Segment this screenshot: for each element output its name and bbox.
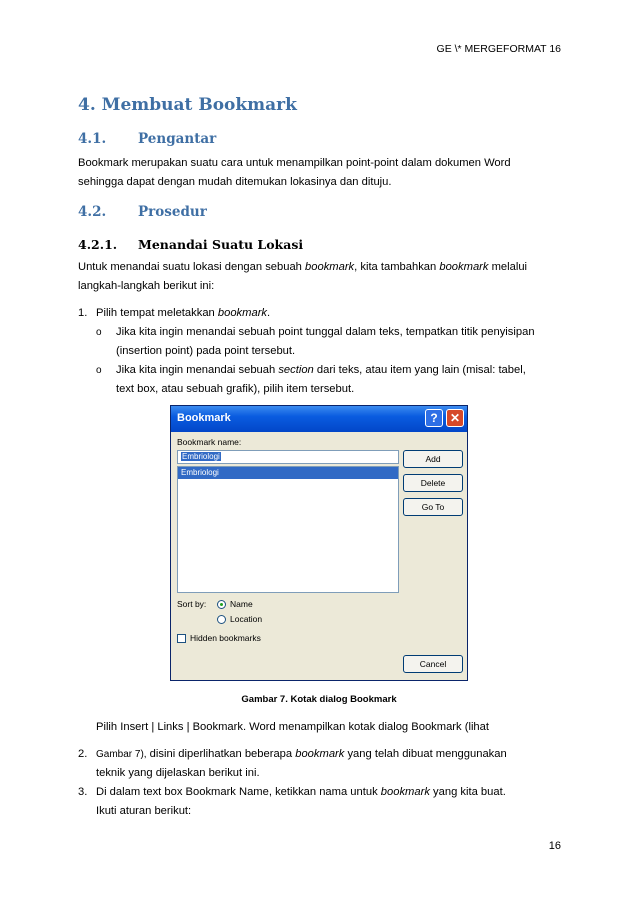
- bullet-marker: o: [96, 327, 102, 338]
- help-icon[interactable]: ?: [425, 409, 443, 427]
- figure-caption: Gambar 7. Kotak dialog Bookmark: [241, 694, 397, 705]
- heading-text: Menandai Suatu Lokasi: [138, 237, 304, 252]
- heading-text: Prosedur: [138, 204, 207, 220]
- list-item-text: [96, 783, 560, 821]
- text-run: yang kita buat.: [429, 786, 506, 798]
- sort-location-label: Location: [230, 614, 263, 624]
- text-run: yang telah dibuat menggunakan: [344, 748, 507, 760]
- heading-pengantar: [78, 131, 216, 147]
- text-run-italic: bookmark: [305, 261, 355, 273]
- heading-text: Pengantar: [138, 131, 217, 147]
- text-run-italic: bookmark: [295, 748, 345, 760]
- goto-button[interactable]: Go To: [403, 498, 463, 516]
- text-run-italic: bookmark: [439, 261, 489, 273]
- list-number: 3.: [78, 786, 88, 798]
- bullet-text: [116, 361, 560, 399]
- text-run: , kita tambahkan: [354, 261, 440, 273]
- bookmark-list[interactable]: [177, 466, 399, 593]
- text-run: dari teks, atau item yang lain (misal: tabel,: [313, 364, 526, 376]
- dialog-title: Bookmark: [177, 412, 231, 424]
- dialog-titlebar: [171, 406, 467, 432]
- text-run-italic: bookmark: [217, 307, 268, 319]
- text-run-italic: section: [278, 364, 314, 376]
- bullet-text: [116, 323, 560, 361]
- list-item-text: [96, 745, 560, 783]
- text-run: disini diperlihatkan beberapa: [146, 748, 296, 760]
- delete-button[interactable]: Delete: [403, 474, 463, 492]
- figure-reference: Gambar 7),: [96, 749, 147, 760]
- text-run: Pilih tempat meletakkan: [96, 307, 218, 319]
- close-icon[interactable]: ✕: [446, 409, 464, 427]
- paragraph-line: Bookmark merupakan suatu cara untuk menampilkan point-point dalam dokumen Word: [78, 157, 511, 169]
- text-run-italic: bookmark: [380, 786, 430, 798]
- bullet-marker: o: [96, 365, 102, 376]
- sort-by-label: Sort by:: [177, 599, 207, 609]
- paragraph-line: [78, 258, 560, 277]
- bullet-line: (insertion point) pada point tersebut.: [116, 345, 296, 357]
- paragraph-line: sehingga dapat dengan mudah ditemukan lokasinya dan dituju.: [78, 176, 392, 188]
- bullet-line: [116, 361, 560, 380]
- heading-number: 4.2.: [78, 204, 107, 220]
- add-button[interactable]: Add: [403, 450, 463, 468]
- text-run: Untuk menandai suatu lokasi dengan sebuah: [78, 261, 306, 273]
- intro-paragraph: [78, 258, 560, 296]
- bookmark-name-label: Bookmark name:: [177, 437, 242, 447]
- indented-paragraph: Pilih Insert | Links | Bookmark. Word menampilkan kotak dialog Bookmark (lihat: [96, 721, 489, 733]
- text-run: melalui: [488, 261, 528, 273]
- header-field-code: GE \* MERGEFORMAT 16: [436, 43, 561, 55]
- sort-location-radio[interactable]: [217, 615, 226, 624]
- pengantar-paragraph: [78, 154, 560, 192]
- text-run: Di dalam text box Bookmark Name, ketikkan nama untuk: [96, 786, 381, 798]
- step-list: [78, 304, 560, 394]
- bullet-line: text box, atau sebuah grafik), pilih item tersebut.: [116, 383, 355, 395]
- heading-menandai-lokasi: [78, 237, 303, 252]
- sort-name-label: Name: [230, 599, 253, 609]
- list-item-text: [96, 304, 560, 323]
- bookmark-dialog: [170, 405, 468, 681]
- bookmark-name-input[interactable]: [177, 450, 399, 464]
- page-number: 16: [548, 840, 561, 852]
- hidden-bookmarks-label: Hidden bookmarks: [190, 633, 261, 643]
- cancel-button[interactable]: Cancel: [403, 655, 463, 673]
- sort-name-radio[interactable]: [217, 600, 226, 609]
- text-run: .: [267, 307, 271, 319]
- bookmark-name-value: Embriologi: [182, 452, 220, 461]
- paragraph-line: langkah-langkah berikut ini:: [78, 280, 215, 292]
- list-number: 1.: [78, 307, 88, 319]
- heading-number: 4.1.: [78, 131, 107, 147]
- list-line: [96, 745, 560, 764]
- bullet-line: Jika kita ingin menandai sebuah point tunggal dalam teks, tempatkan titik penyisipan: [116, 326, 535, 338]
- text-run: Jika kita ingin menandai sebuah: [116, 364, 279, 376]
- step-list-continued: [78, 745, 560, 825]
- list-line: Ikuti aturan berikut:: [96, 805, 192, 817]
- heading-prosedur: [78, 204, 207, 220]
- hidden-bookmarks-checkbox[interactable]: [177, 634, 186, 643]
- list-item[interactable]: Embriologi: [178, 467, 398, 479]
- heading-membuat-bookmark: 4. Membuat Bookmark: [78, 95, 297, 115]
- list-line: [96, 783, 560, 802]
- list-line: teknik yang dijelaskan berikut ini.: [96, 767, 260, 779]
- heading-number: 4.2.1.: [78, 237, 118, 252]
- list-number: 2.: [78, 748, 88, 760]
